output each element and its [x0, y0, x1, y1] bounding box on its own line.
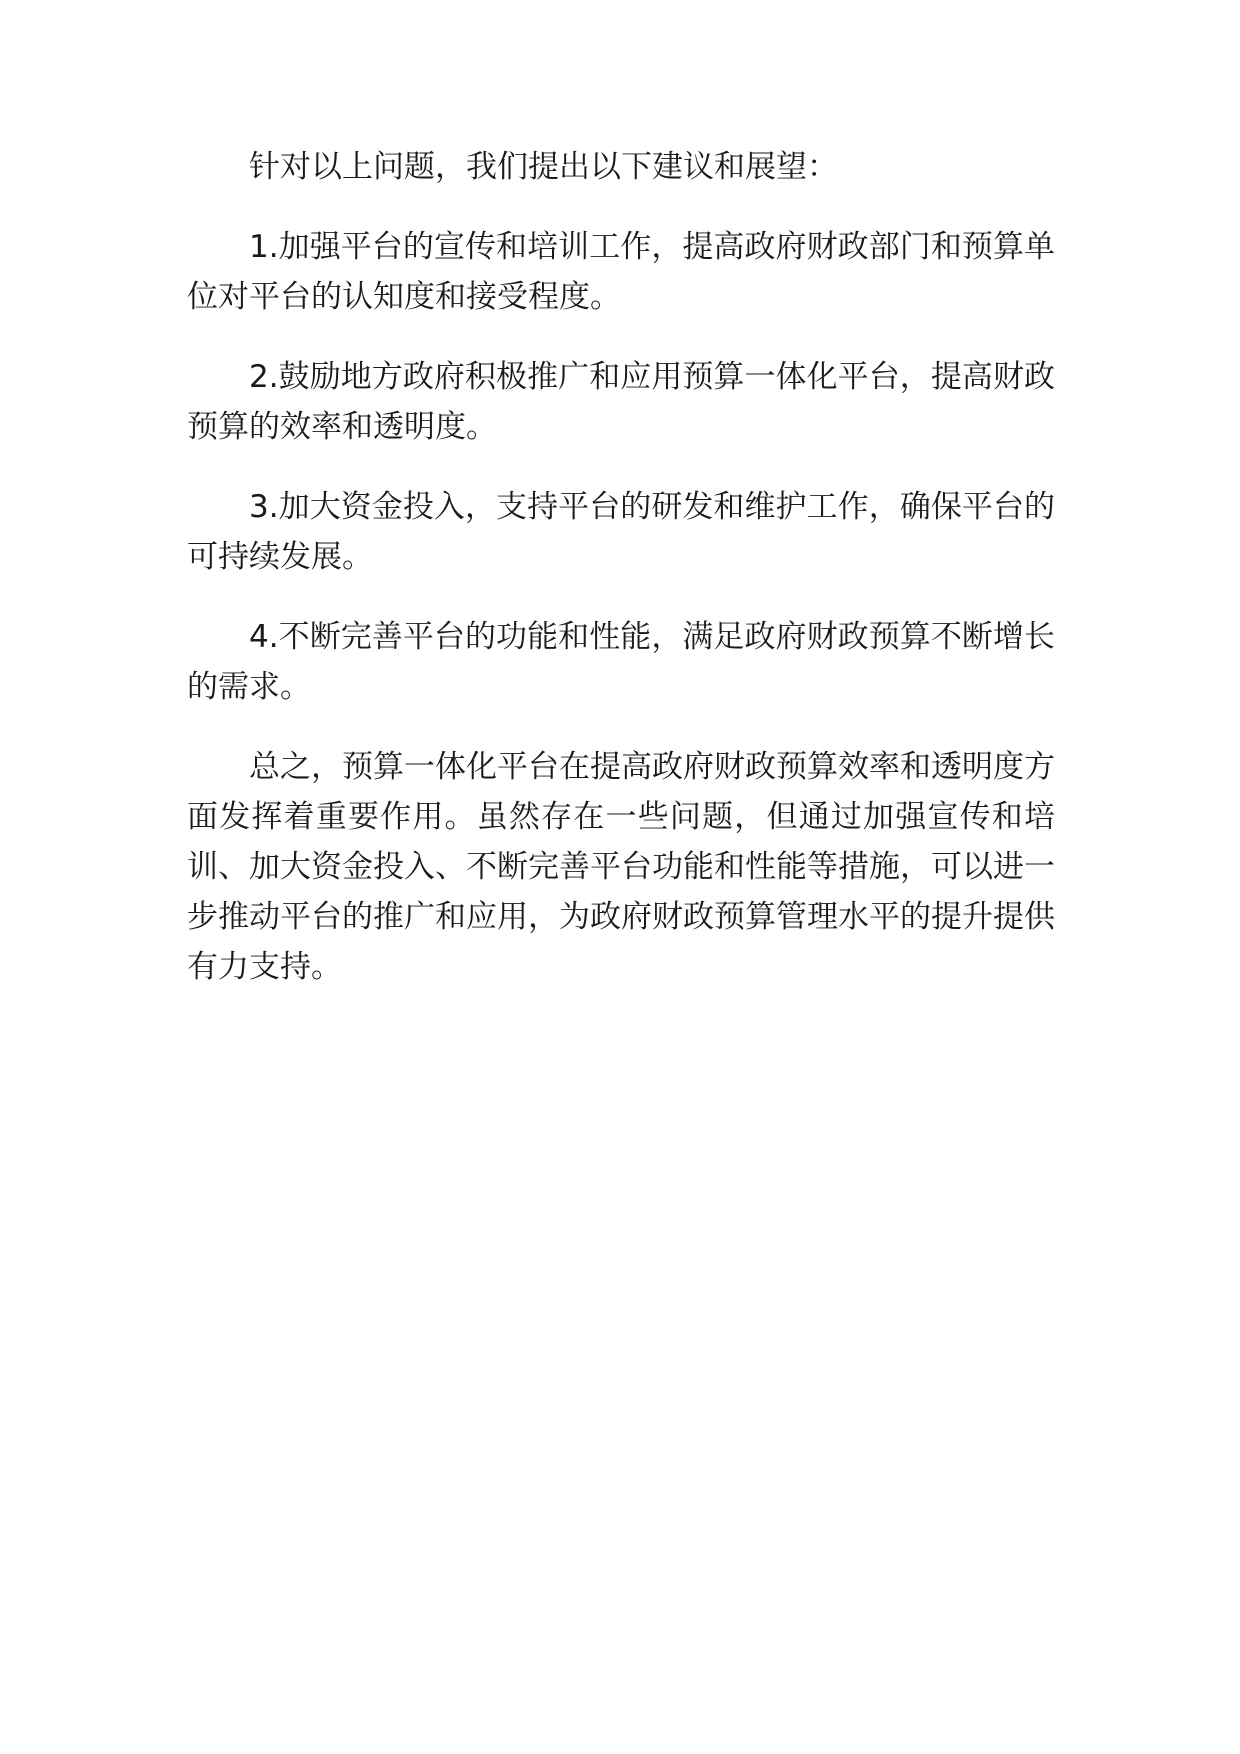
suggestion-1-paragraph: 1.加强平台的宣传和培训工作，提高政府财政部门和预算单位对平台的认知度和接受程度。 [187, 229, 1055, 315]
conclusion-paragraph: 总之，预算一体化平台在提高政府财政预算效率和透明度方面发挥着重要作用。虽然存在一些问题，但通过加强宣传和培训、加大资金投入、不断完善平台功能和性能等措施，可以进一步推动平台的推广和应用，为政府财政预算管理水平的提升提供有力支持。 [187, 749, 1055, 985]
document-body [187, 142, 1055, 1022]
intro-paragraph: 针对以上问题，我们提出以下建议和展望： [249, 149, 838, 185]
suggestion-3-paragraph: 3.加大资金投入，支持平台的研发和维护工作，确保平台的可持续发展。 [187, 489, 1055, 575]
suggestion-2-paragraph: 2.鼓励地方政府积极推广和应用预算一体化平台，提高财政预算的效率和透明度。 [187, 359, 1055, 445]
suggestion-4-paragraph: 4.不断完善平台的功能和性能，满足政府财政预算不断增长的需求。 [187, 619, 1055, 705]
